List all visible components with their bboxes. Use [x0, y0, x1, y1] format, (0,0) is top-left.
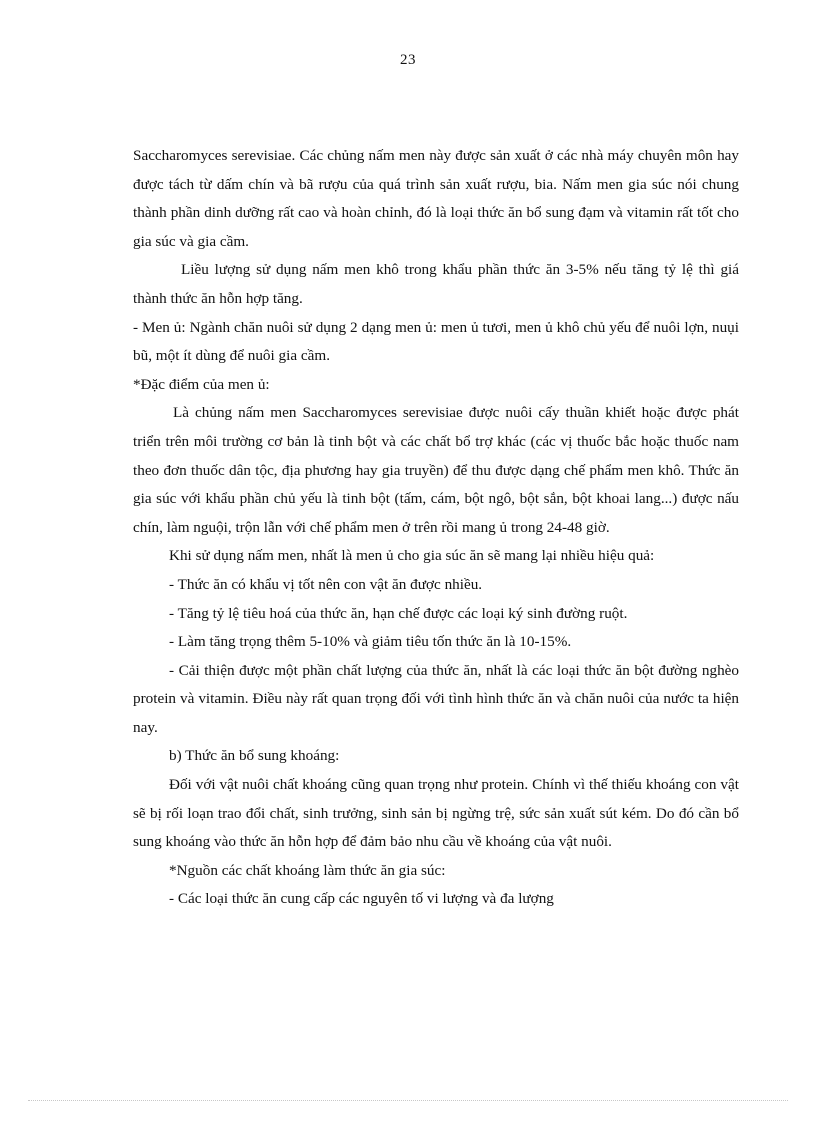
document-body [133, 142, 739, 914]
page-number: 23 [400, 52, 416, 68]
list-item: - Các loại thức ăn cung cấp các nguyên tố vi lượng và đa lượng [169, 890, 554, 908]
section-heading-khoang: b) Thức ăn bổ sung khoáng: [169, 747, 340, 765]
paragraph-men-u: - Men ủ: Ngành chăn nuôi sử dụng 2 dạng men ủ: men ủ tươi, men ủ khô chủ yếu để nuôi lợn, nuụi bũ, một ít dùng để nuôi gia cầm. [133, 318, 739, 365]
paragraph-dosage: Liều lượng sử dụng nấm men khô trong khẩu phần thức ăn 3-5% nếu tăng tỷ lệ thì giá thành thức ăn hỗn hợp tăng. [133, 261, 739, 307]
heading-dac-diem: *Đặc điểm của men ủ: [133, 375, 270, 393]
list-item: - Tăng tỷ lệ tiêu hoá của thức ăn, hạn chế được các loại ký sinh đường ruột. [169, 604, 628, 622]
paragraph-dac-diem: Là chủng nấm men Saccharomyces serevisiae được nuôi cấy thuần khiết hoặc được phát triển trên môi trường cơ bản là tinh bột và các chất bổ trợ khác (các vị thuốc bắc hoặc thuốc nam theo đơn thuốc dân tộc, địa phương hay gia truyền) để thu được dạng chế phẩm men khô. Thức ăn gia súc với khẩu phần chủ yếu là tinh bột (tấm, cám, bột ngô, bột sắn, bột khoai lang...) được nấu chín, làm nguội, trộn lẫn với chế phẩm men ở trên rồi mang ủ trong 24-48 giờ. [133, 404, 739, 536]
heading-nguon-khoang: *Nguồn các chất khoáng làm thức ăn gia súc: [169, 861, 446, 879]
page-bottom-divider [28, 1100, 788, 1101]
list-item: - Cải thiện được một phần chất lượng của thức ăn, nhất là các loại thức ăn bột đường nghèo protein và vitamin. Điều này rất quan trọng đối với tình hình thức ăn và chăn nuôi của nước ta hiện nay. [133, 661, 739, 736]
list-item: - Thức ăn có khẩu vị tốt nên con vật ăn được nhiều. [169, 575, 483, 593]
list-item: - Làm tăng trọng thêm 5-10% và giảm tiêu tốn thức ăn là 10-15%. [169, 633, 572, 651]
paragraph-khoang: Đối với vật nuôi chất khoáng cũng quan trọng như protein. Chính vì thế thiếu khoáng con vật sẽ bị rối loạn trao đổi chất, sinh trưởng, sinh sản bị ngừng trệ, sức sản xuất sút kém. Do đó cần bổ sung khoáng vào thức ăn hỗn hợp để đảm bảo nhu cầu về khoáng của vật nuôi. [133, 776, 739, 851]
paragraph-hieu-qua-intro: Khi sử dụng nấm men, nhất là men ủ cho gia súc ăn sẽ mang lại nhiều hiệu quả: [169, 547, 655, 565]
paragraph-intro: Saccharomyces serevisiae. Các chủng nấm men này được sản xuất ở các nhà máy chuyên môn hay được tách từ dấm chín và bã rượu của quá trình sản xuất rượu, bia. Nấm men gia súc nói chung thành phần dinh dưỡng rất cao và hoàn chỉnh, đó là loại thức ăn bổ sung đạm và vitamin rất tốt cho gia súc và gia cầm. [133, 147, 739, 250]
